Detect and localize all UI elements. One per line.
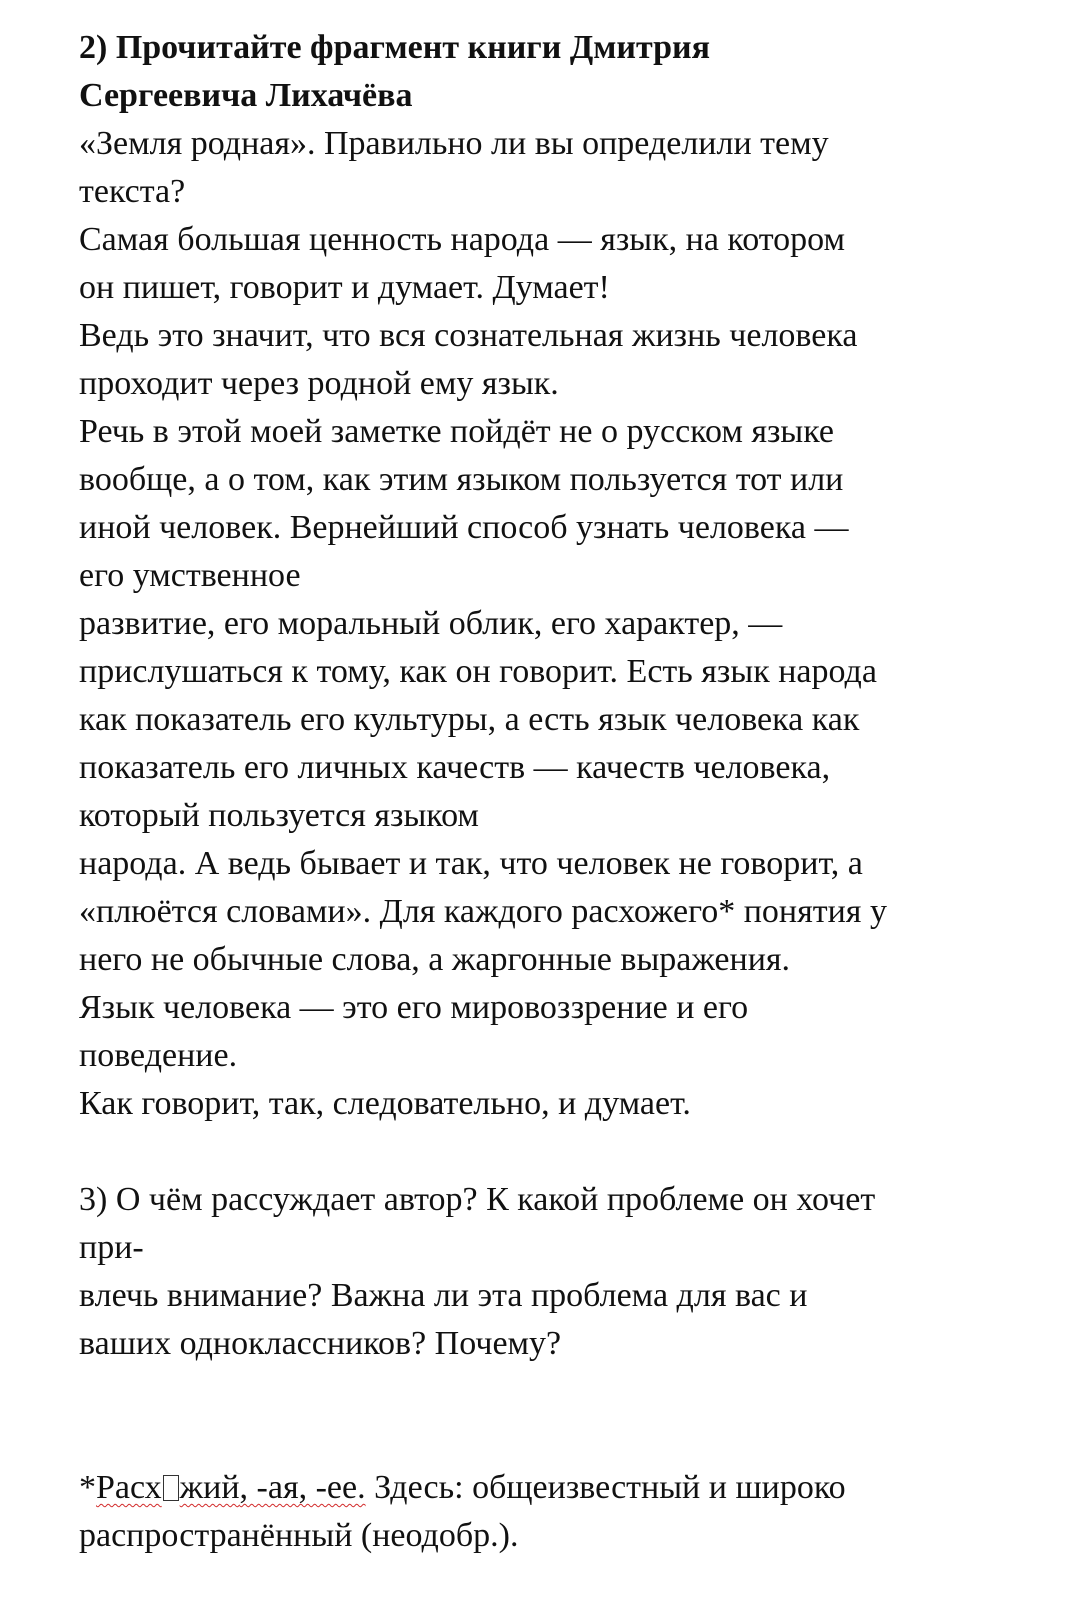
text-line: «плюётся словами». Для каждого расхожего* понятия у xyxy=(79,893,887,930)
text-line: он пишет, говорит и думает. Думает! xyxy=(79,269,610,306)
text-line: Речь в этой моей заметке пойдёт не о русском языке xyxy=(79,413,835,450)
footnote-word-end: жий xyxy=(179,1469,240,1506)
footnote-definition: Здесь: общеизвестный и широко xyxy=(365,1469,846,1506)
footnote-word-start: Расх xyxy=(96,1469,162,1506)
text-line: как показатель его культуры, а есть язык человека как xyxy=(79,701,860,738)
missing-glyph-icon xyxy=(163,1475,179,1501)
text-line: который пользуется языком xyxy=(79,797,479,834)
heading-line: 2) Прочитайте фрагмент книги Дмитрия xyxy=(79,29,710,66)
footnote-term xyxy=(96,1469,240,1506)
text-line: проходит через родной ему язык. xyxy=(79,365,559,402)
footnote-suffixes: , -ая, -ее. xyxy=(239,1469,366,1506)
document-page xyxy=(79,24,1069,1560)
question-line: при- xyxy=(79,1229,144,1266)
question-line: ваших одноклассников? Почему? xyxy=(79,1325,562,1362)
text-line: прислушаться к тому, как он говорит. Есть язык народа xyxy=(79,653,877,690)
footnote-star: * xyxy=(79,1469,96,1506)
task-2-heading xyxy=(79,24,1069,120)
question-line: 3) О чём рассуждает автор? К какой проблеме он хочет xyxy=(79,1181,876,1218)
footnote-line: распространённый (неодобр.). xyxy=(79,1517,519,1554)
task-3-question xyxy=(79,1176,1069,1368)
heading-line: Сергеевича Лихачёва xyxy=(79,77,413,114)
text-line: него не обычные слова, а жаргонные выражения. xyxy=(79,941,791,978)
text-line: «Земля родная». Правильно ли вы определили тему xyxy=(79,125,829,162)
text-line: иной человек. Вернейший способ узнать человека — xyxy=(79,509,849,546)
text-line: поведение. xyxy=(79,1037,238,1074)
text-line: Самая большая ценность народа — язык, на котором xyxy=(79,221,846,258)
footnote xyxy=(79,1464,1069,1560)
footnote-line xyxy=(79,1464,1069,1512)
text-line: Язык человека — это его мировоззрение и его xyxy=(79,989,749,1026)
text-line: показатель его личных качеств — качеств человека, xyxy=(79,749,831,786)
text-line: его умственное xyxy=(79,557,301,594)
text-line: вообще, а о том, как этим языком пользуется тот или xyxy=(79,461,844,498)
text-line: развитие, его моральный облик, его характер, — xyxy=(79,605,783,642)
text-line: текста? xyxy=(79,173,186,210)
question-line: влечь внимание? Важна ли эта проблема для вас и xyxy=(79,1277,808,1314)
task-2-text xyxy=(79,120,1069,1128)
paragraph-gap xyxy=(79,1368,1069,1464)
text-line: народа. А ведь бывает и так, что человек не говорит, а xyxy=(79,845,863,882)
text-line: Ведь это значит, что вся сознательная жизнь человека xyxy=(79,317,858,354)
text-line: Как говорит, так, следовательно, и думает. xyxy=(79,1085,691,1122)
paragraph-gap xyxy=(79,1128,1069,1176)
